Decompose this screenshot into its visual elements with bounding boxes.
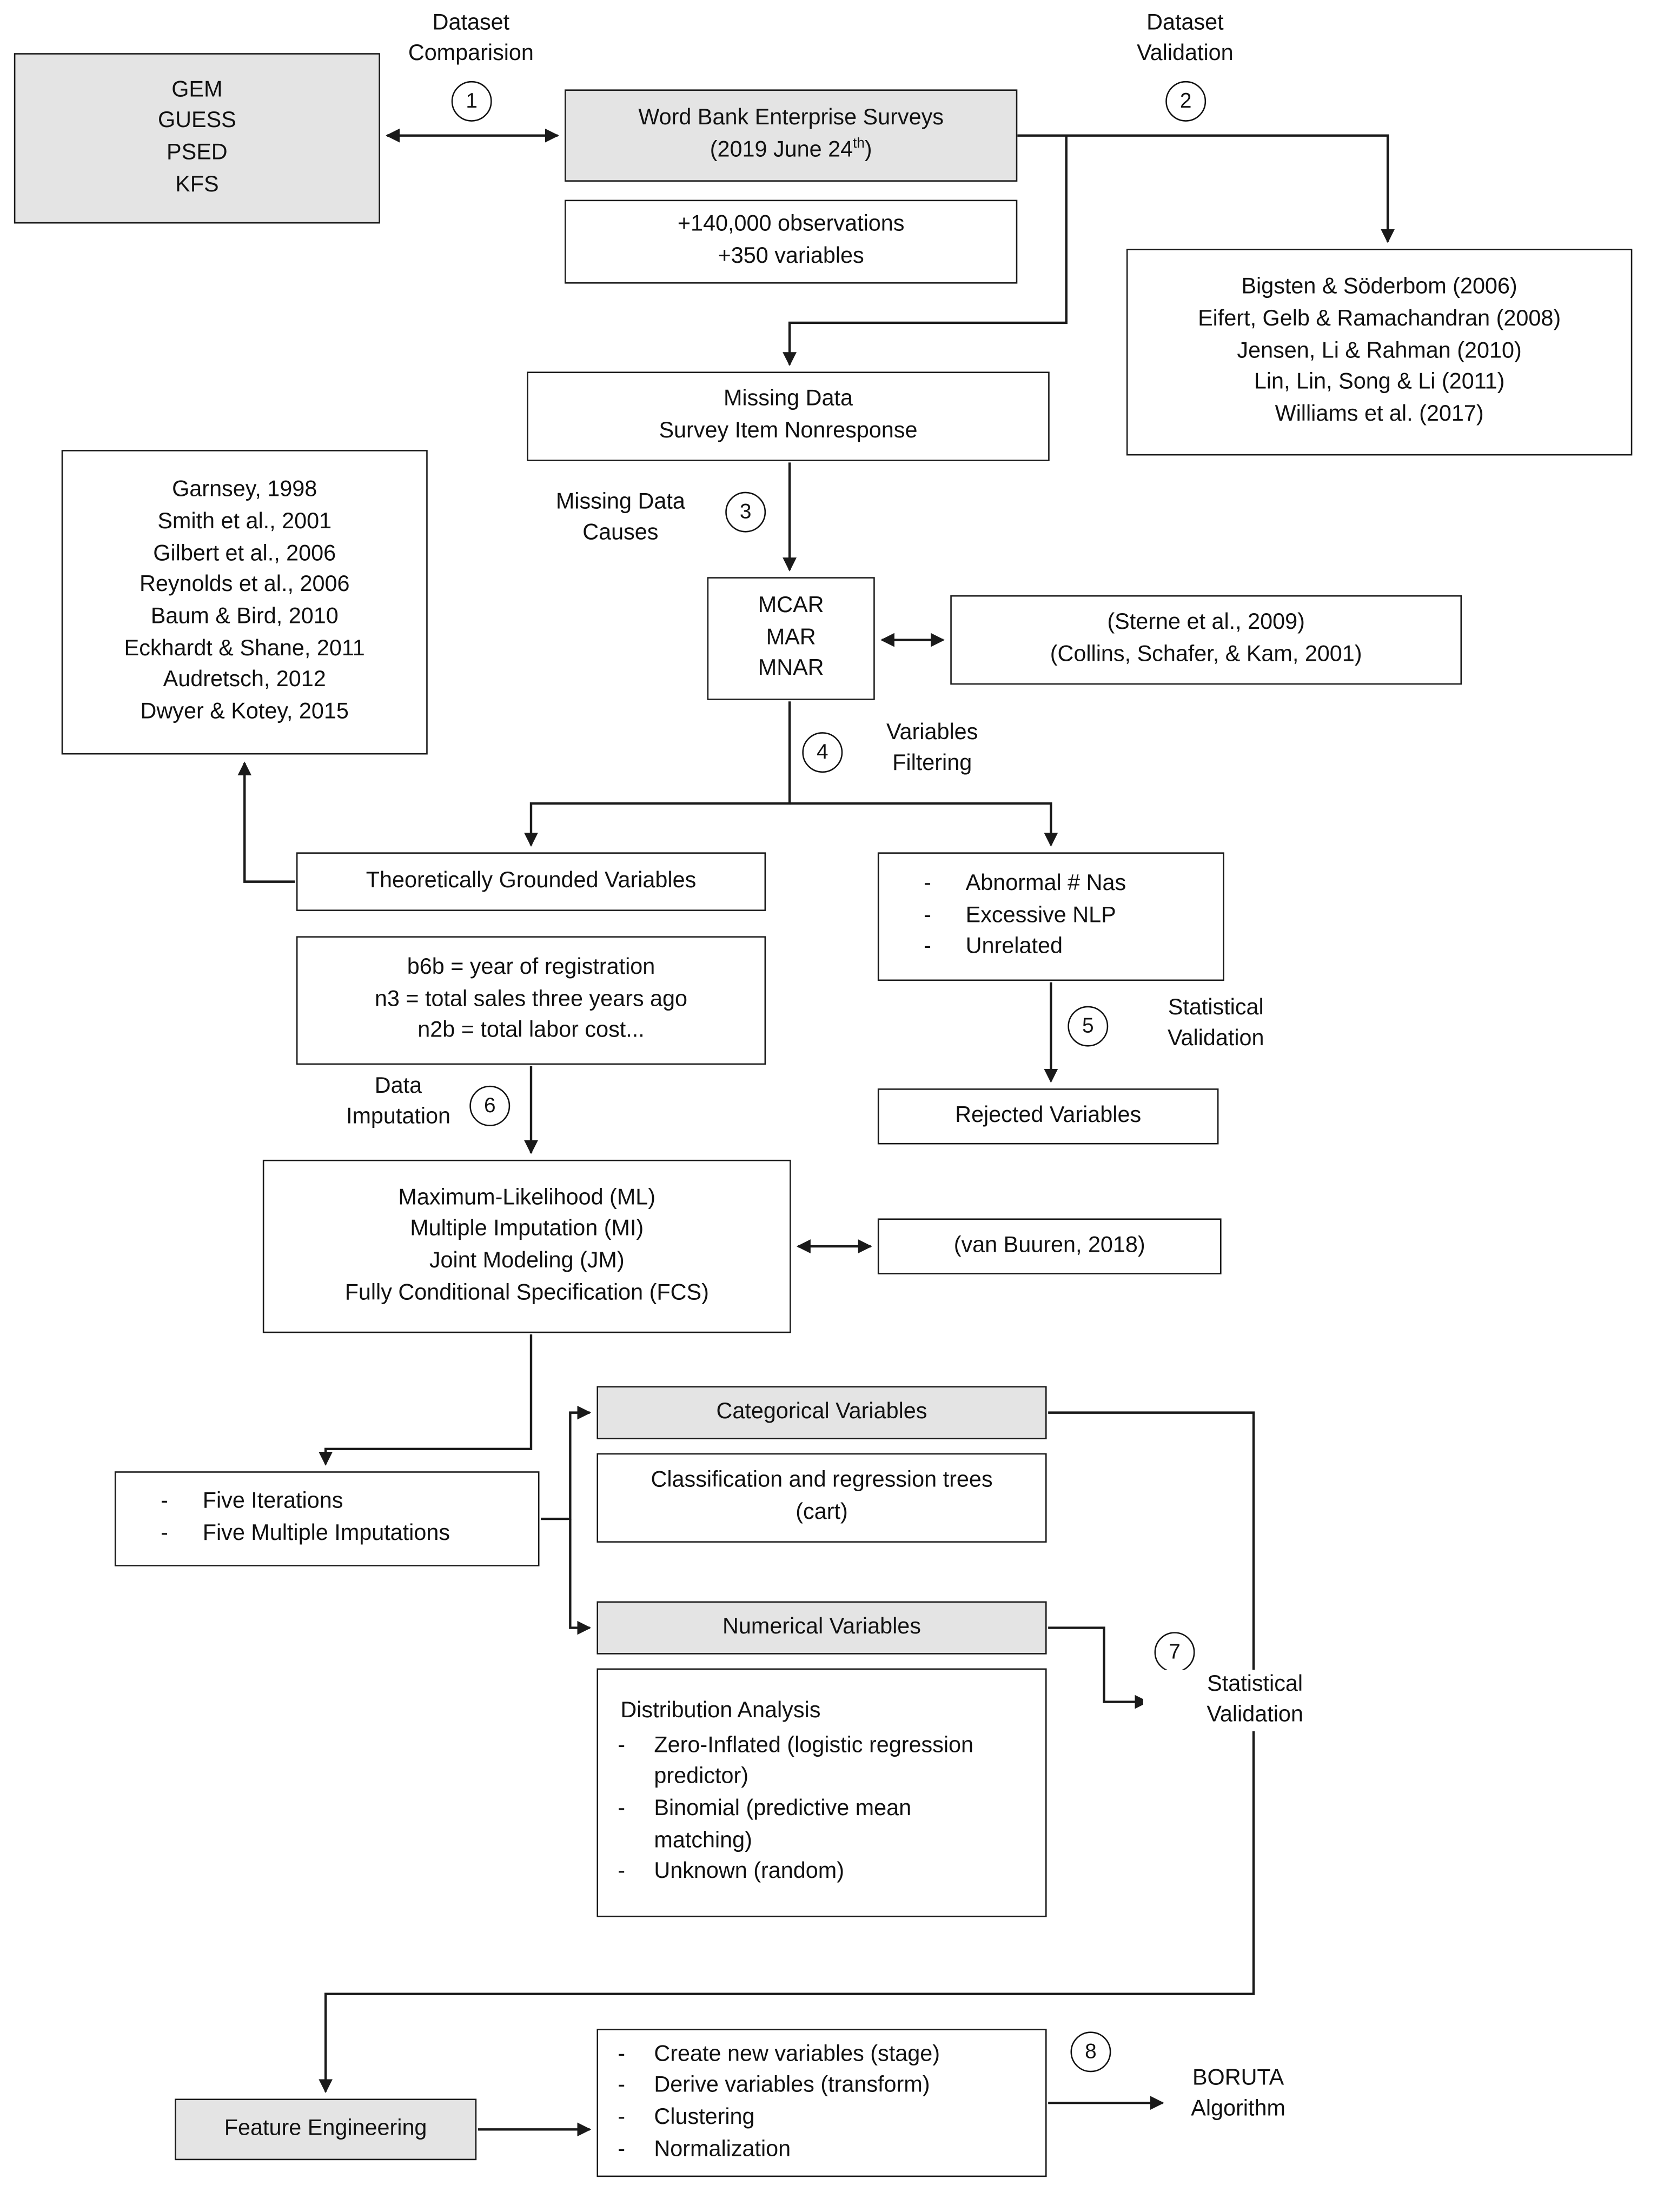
- missing-data-causes-label: Missing Data Causes: [555, 490, 685, 546]
- missingness-refs-box: [950, 595, 1462, 685]
- variables-filtering-label: Variables Filtering: [886, 721, 978, 776]
- reference: Bigsten & Söderbom (2006): [1241, 275, 1517, 300]
- reference: Williams et al. (2017): [1275, 402, 1484, 427]
- step-number: 6: [483, 1094, 496, 1118]
- grounded-variables-box: Theoretically Grounded Variables: [296, 852, 766, 911]
- arrow-to-numerical: [570, 1519, 589, 1628]
- reference: Eckhardt & Shane, 2011: [124, 636, 365, 661]
- dataset-name: GEM: [171, 77, 223, 102]
- arrow-validation: [1017, 136, 1388, 242]
- arrow-to-iterations: [326, 1334, 531, 1464]
- reference: Eifert, Gelb & Ramachandran (2008): [1198, 307, 1561, 331]
- dataset-name: GUESS: [157, 109, 236, 134]
- iterations-box: - Five Iterations - Five Multiple Imputations: [115, 1471, 540, 1566]
- wbes-stats-box: +140,000 observations +350 variables: [565, 200, 1017, 284]
- reference: Dwyer & Kotey, 2015: [140, 700, 349, 725]
- arrow-to-categorical: [541, 1413, 589, 1519]
- dataset-name: KFS: [175, 172, 219, 197]
- wbes-box: [565, 89, 1017, 182]
- reference: Smith et al., 2001: [157, 509, 332, 534]
- statistical-validation-7-label: Statistical Validation: [1143, 1670, 1367, 1731]
- step-number: 2: [1179, 89, 1192, 114]
- step-3-badge: [725, 492, 766, 533]
- arrow-filter-right: [790, 803, 1051, 846]
- step-number: 3: [739, 500, 752, 524]
- step-2-badge: [1165, 81, 1206, 122]
- step-7-badge: [1155, 1632, 1195, 1672]
- source-datasets-box: [14, 53, 380, 223]
- step-number: 4: [817, 740, 828, 765]
- reference: Gilbert et al., 2006: [153, 541, 336, 566]
- reference: (van Buuren, 2018): [953, 1233, 1145, 1257]
- distribution-title: Distribution Analysis: [620, 1698, 821, 1723]
- categorical-header-box: Categorical Variables: [596, 1386, 1046, 1439]
- mcar-box: MCAR MAR MNAR: [707, 577, 875, 700]
- step-number: 5: [1082, 1014, 1094, 1039]
- reference: (Collins, Schafer, & Kam, 2001): [1050, 642, 1362, 667]
- cart-box: Classification and regression trees (cart): [596, 1453, 1046, 1543]
- arrow-to-stat-validation: [1048, 1628, 1147, 1702]
- theory-refs-box: [62, 450, 428, 754]
- reference: Baum & Bird, 2010: [150, 605, 339, 629]
- numerical-header-box: Numerical Variables: [596, 1601, 1046, 1654]
- feature-tasks-box: - Create new variables (stage) - Derive variables (transform) - Clustering - Normalization: [596, 2029, 1046, 2177]
- rejected-variables-box: Rejected Variables: [878, 1088, 1219, 1144]
- rejection-criteria-box: - Abnormal # Nas - Excessive NLP - Unrelated: [878, 852, 1224, 981]
- wbes-date: (2019 June 24th): [710, 136, 872, 162]
- validation-refs-box: [1126, 249, 1632, 455]
- reference: (Sterne et al., 2009): [1107, 611, 1305, 635]
- arrow-filter-left: [531, 701, 790, 845]
- imputation-methods-box: Maximum-Likelihood (ML) Multiple Imputation (MI) Joint Modeling (JM) Fully Conditional Specification (FCS): [263, 1160, 791, 1333]
- dataset-validation-label: Dataset Validation: [1137, 11, 1234, 66]
- wbes-title: Word Bank Enterprise Surveys: [638, 107, 944, 131]
- step-1-badge: [452, 81, 492, 122]
- data-imputation-label: Data Imputation: [346, 1074, 451, 1130]
- step-5-badge: [1068, 1006, 1108, 1047]
- step-number: 7: [1169, 1640, 1181, 1664]
- reference: Lin, Lin, Song & Li (2011): [1254, 370, 1505, 395]
- missing-data-box: Missing Data Survey Item Nonresponse: [527, 371, 1049, 461]
- dataset-comparison-label: Dataset Comparision: [408, 11, 534, 66]
- reference: Reynolds et al., 2006: [139, 573, 350, 597]
- reference: Jensen, Li & Rahman (2010): [1237, 339, 1522, 363]
- statistical-validation-5-label: Statistical Validation: [1167, 996, 1264, 1051]
- variable-examples-box: b6b = year of registration n3 = total sales three years ago n2b = total labor cost...: [296, 936, 766, 1065]
- step-number: 8: [1085, 2040, 1097, 2064]
- boruta-label: BORUTA Algorithm: [1191, 2067, 1285, 2122]
- step-4-badge: [802, 732, 843, 773]
- step-number: 1: [466, 89, 478, 114]
- distribution-analysis-box: Distribution Analysis - Zero-Inflated (logistic regression predictor) - Binomial (predictive mean matching) - Unknown (random): [596, 1669, 1046, 1917]
- reference: Audretsch, 2012: [163, 668, 326, 693]
- feature-engineering-box: Feature Engineering: [175, 2098, 476, 2160]
- step-8-badge: [1070, 2031, 1111, 2072]
- dataset-name: PSED: [167, 141, 228, 165]
- imputation-ref-box: [878, 1218, 1222, 1274]
- reference: Garnsey, 1998: [172, 478, 317, 502]
- arrow-to-theory-refs: [244, 763, 295, 882]
